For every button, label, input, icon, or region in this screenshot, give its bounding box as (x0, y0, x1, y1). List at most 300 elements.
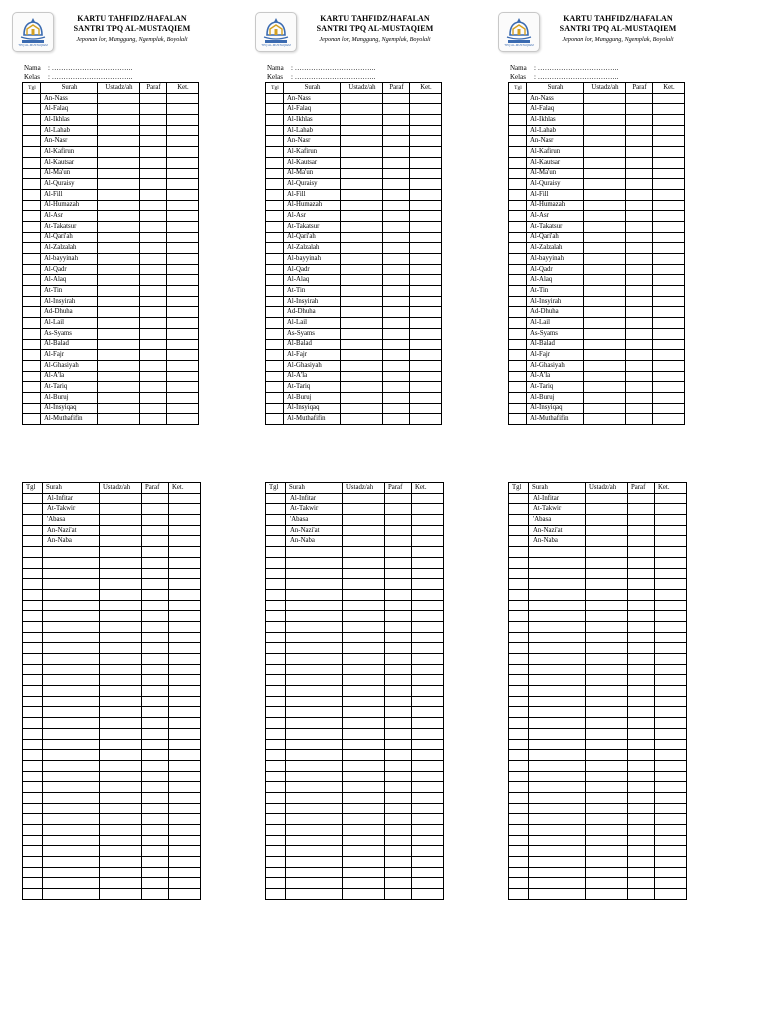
teacher-cell[interactable] (584, 189, 626, 200)
signature-cell[interactable] (140, 328, 167, 339)
teacher-cell[interactable] (586, 867, 628, 878)
note-cell[interactable] (655, 568, 687, 579)
date-cell[interactable] (266, 589, 286, 600)
note-cell[interactable] (410, 125, 442, 136)
note-cell[interactable] (412, 846, 444, 857)
signature-cell[interactable] (628, 493, 655, 504)
note-cell[interactable] (169, 857, 201, 868)
note-cell[interactable] (412, 814, 444, 825)
signature-cell[interactable] (385, 846, 412, 857)
date-cell[interactable] (23, 760, 43, 771)
note-cell[interactable] (169, 568, 201, 579)
teacher-cell[interactable] (98, 200, 140, 211)
surah-cell[interactable] (286, 846, 343, 857)
note-cell[interactable] (412, 643, 444, 654)
teacher-cell[interactable] (100, 782, 142, 793)
date-cell[interactable] (266, 168, 284, 179)
teacher-cell[interactable] (584, 286, 626, 297)
note-cell[interactable] (653, 243, 685, 254)
note-cell[interactable] (167, 211, 199, 222)
signature-cell[interactable] (628, 814, 655, 825)
teacher-cell[interactable] (584, 371, 626, 382)
surah-cell[interactable] (43, 579, 100, 590)
date-cell[interactable] (23, 211, 41, 222)
teacher-cell[interactable] (584, 147, 626, 158)
note-cell[interactable] (167, 232, 199, 243)
note-cell[interactable] (653, 168, 685, 179)
signature-cell[interactable] (385, 664, 412, 675)
note-cell[interactable] (655, 525, 687, 536)
teacher-cell[interactable] (100, 579, 142, 590)
signature-cell[interactable] (628, 846, 655, 857)
signature-cell[interactable] (626, 328, 653, 339)
teacher-cell[interactable] (100, 515, 142, 526)
signature-cell[interactable] (626, 179, 653, 190)
signature-cell[interactable] (626, 296, 653, 307)
note-cell[interactable] (169, 739, 201, 750)
signature-cell[interactable] (628, 643, 655, 654)
date-cell[interactable] (266, 835, 286, 846)
signature-cell[interactable] (385, 525, 412, 536)
date-cell[interactable] (23, 547, 43, 558)
note-cell[interactable] (653, 254, 685, 265)
date-cell[interactable] (23, 243, 41, 254)
signature-cell[interactable] (626, 264, 653, 275)
signature-cell[interactable] (628, 718, 655, 729)
note-cell[interactable] (167, 296, 199, 307)
note-cell[interactable] (655, 739, 687, 750)
note-cell[interactable] (412, 803, 444, 814)
note-cell[interactable] (412, 739, 444, 750)
note-cell[interactable] (655, 621, 687, 632)
teacher-cell[interactable] (586, 835, 628, 846)
date-cell[interactable] (509, 632, 529, 643)
surah-cell[interactable] (43, 835, 100, 846)
teacher-cell[interactable] (584, 125, 626, 136)
teacher-cell[interactable] (341, 147, 383, 158)
note-cell[interactable] (410, 414, 442, 425)
teacher-cell[interactable] (100, 760, 142, 771)
signature-cell[interactable] (385, 493, 412, 504)
signature-cell[interactable] (142, 739, 169, 750)
signature-cell[interactable] (628, 568, 655, 579)
note-cell[interactable] (410, 350, 442, 361)
date-cell[interactable] (23, 232, 41, 243)
signature-cell[interactable] (385, 814, 412, 825)
class-input[interactable]: : …………………………….. (291, 73, 376, 81)
teacher-cell[interactable] (584, 93, 626, 104)
signature-cell[interactable] (385, 782, 412, 793)
teacher-cell[interactable] (341, 307, 383, 318)
teacher-cell[interactable] (343, 835, 385, 846)
signature-cell[interactable] (385, 835, 412, 846)
date-cell[interactable] (266, 889, 286, 900)
teacher-cell[interactable] (100, 611, 142, 622)
teacher-cell[interactable] (584, 200, 626, 211)
teacher-cell[interactable] (100, 857, 142, 868)
date-cell[interactable] (266, 525, 286, 536)
note-cell[interactable] (412, 760, 444, 771)
date-cell[interactable] (23, 115, 41, 126)
signature-cell[interactable] (626, 104, 653, 115)
signature-cell[interactable] (140, 403, 167, 414)
date-cell[interactable] (23, 707, 43, 718)
surah-cell[interactable] (529, 589, 586, 600)
signature-cell[interactable] (142, 782, 169, 793)
note-cell[interactable] (410, 136, 442, 147)
date-cell[interactable] (23, 318, 41, 329)
teacher-cell[interactable] (98, 211, 140, 222)
note-cell[interactable] (169, 654, 201, 665)
teacher-cell[interactable] (586, 739, 628, 750)
teacher-cell[interactable] (586, 643, 628, 654)
surah-cell[interactable] (529, 739, 586, 750)
teacher-cell[interactable] (584, 136, 626, 147)
date-cell[interactable] (23, 686, 43, 697)
teacher-cell[interactable] (343, 739, 385, 750)
note-cell[interactable] (410, 296, 442, 307)
teacher-cell[interactable] (341, 286, 383, 297)
note-cell[interactable] (655, 825, 687, 836)
note-cell[interactable] (410, 232, 442, 243)
note-cell[interactable] (169, 718, 201, 729)
note-cell[interactable] (655, 579, 687, 590)
surah-cell[interactable] (529, 867, 586, 878)
teacher-cell[interactable] (98, 93, 140, 104)
surah-cell[interactable] (43, 568, 100, 579)
signature-cell[interactable] (142, 750, 169, 761)
surah-cell[interactable] (286, 825, 343, 836)
date-cell[interactable] (266, 318, 284, 329)
surah-cell[interactable] (43, 589, 100, 600)
date-cell[interactable] (266, 632, 286, 643)
class-input[interactable]: : …………………………….. (48, 73, 133, 81)
signature-cell[interactable] (140, 254, 167, 265)
date-cell[interactable] (23, 739, 43, 750)
surah-cell[interactable] (286, 589, 343, 600)
note-cell[interactable] (167, 328, 199, 339)
note-cell[interactable] (653, 328, 685, 339)
date-cell[interactable] (509, 643, 529, 654)
signature-cell[interactable] (142, 857, 169, 868)
date-cell[interactable] (23, 339, 41, 350)
teacher-cell[interactable] (343, 664, 385, 675)
teacher-cell[interactable] (343, 547, 385, 558)
signature-cell[interactable] (385, 760, 412, 771)
signature-cell[interactable] (626, 392, 653, 403)
note-cell[interactable] (410, 179, 442, 190)
date-cell[interactable] (509, 611, 529, 622)
teacher-cell[interactable] (100, 621, 142, 632)
teacher-cell[interactable] (341, 414, 383, 425)
date-cell[interactable] (23, 515, 43, 526)
note-cell[interactable] (167, 93, 199, 104)
teacher-cell[interactable] (341, 275, 383, 286)
note-cell[interactable] (167, 136, 199, 147)
teacher-cell[interactable] (100, 493, 142, 504)
teacher-cell[interactable] (341, 243, 383, 254)
date-cell[interactable] (266, 504, 286, 515)
teacher-cell[interactable] (341, 125, 383, 136)
note-cell[interactable] (653, 221, 685, 232)
note-cell[interactable] (410, 328, 442, 339)
note-cell[interactable] (655, 867, 687, 878)
signature-cell[interactable] (626, 318, 653, 329)
teacher-cell[interactable] (100, 547, 142, 558)
signature-cell[interactable] (140, 318, 167, 329)
surah-cell[interactable] (43, 750, 100, 761)
teacher-cell[interactable] (341, 339, 383, 350)
signature-cell[interactable] (626, 221, 653, 232)
surah-cell[interactable] (286, 643, 343, 654)
signature-cell[interactable] (383, 189, 410, 200)
signature-cell[interactable] (142, 814, 169, 825)
teacher-cell[interactable] (343, 654, 385, 665)
note-cell[interactable] (653, 382, 685, 393)
date-cell[interactable] (23, 382, 41, 393)
teacher-cell[interactable] (584, 307, 626, 318)
signature-cell[interactable] (142, 493, 169, 504)
surah-cell[interactable] (43, 654, 100, 665)
date-cell[interactable] (509, 414, 527, 425)
signature-cell[interactable] (142, 536, 169, 547)
note-cell[interactable] (169, 579, 201, 590)
teacher-cell[interactable] (343, 589, 385, 600)
teacher-cell[interactable] (584, 211, 626, 222)
date-cell[interactable] (509, 515, 529, 526)
teacher-cell[interactable] (341, 136, 383, 147)
teacher-cell[interactable] (343, 568, 385, 579)
signature-cell[interactable] (383, 200, 410, 211)
note-cell[interactable] (410, 371, 442, 382)
surah-cell[interactable] (529, 568, 586, 579)
date-cell[interactable] (509, 200, 527, 211)
date-cell[interactable] (266, 125, 284, 136)
note-cell[interactable] (412, 707, 444, 718)
surah-cell[interactable] (529, 579, 586, 590)
signature-cell[interactable] (142, 771, 169, 782)
teacher-cell[interactable] (100, 600, 142, 611)
teacher-cell[interactable] (343, 825, 385, 836)
note-cell[interactable] (410, 189, 442, 200)
signature-cell[interactable] (142, 686, 169, 697)
date-cell[interactable] (23, 350, 41, 361)
date-cell[interactable] (509, 232, 527, 243)
signature-cell[interactable] (626, 147, 653, 158)
surah-cell[interactable] (43, 792, 100, 803)
date-cell[interactable] (23, 328, 41, 339)
date-cell[interactable] (509, 792, 529, 803)
signature-cell[interactable] (385, 771, 412, 782)
teacher-cell[interactable] (586, 825, 628, 836)
teacher-cell[interactable] (584, 318, 626, 329)
note-cell[interactable] (410, 115, 442, 126)
note-cell[interactable] (653, 157, 685, 168)
signature-cell[interactable] (140, 93, 167, 104)
signature-cell[interactable] (626, 115, 653, 126)
note-cell[interactable] (169, 557, 201, 568)
teacher-cell[interactable] (98, 307, 140, 318)
note-cell[interactable] (410, 157, 442, 168)
date-cell[interactable] (23, 835, 43, 846)
note-cell[interactable] (169, 814, 201, 825)
date-cell[interactable] (266, 382, 284, 393)
signature-cell[interactable] (385, 825, 412, 836)
date-cell[interactable] (266, 557, 286, 568)
note-cell[interactable] (653, 115, 685, 126)
note-cell[interactable] (412, 889, 444, 900)
date-cell[interactable] (509, 760, 529, 771)
note-cell[interactable] (410, 168, 442, 179)
teacher-cell[interactable] (584, 392, 626, 403)
note-cell[interactable] (655, 536, 687, 547)
date-cell[interactable] (266, 675, 286, 686)
signature-cell[interactable] (628, 696, 655, 707)
teacher-cell[interactable] (100, 728, 142, 739)
date-cell[interactable] (509, 493, 529, 504)
teacher-cell[interactable] (586, 846, 628, 857)
note-cell[interactable] (169, 707, 201, 718)
signature-cell[interactable] (383, 307, 410, 318)
note-cell[interactable] (412, 792, 444, 803)
teacher-cell[interactable] (341, 403, 383, 414)
teacher-cell[interactable] (341, 360, 383, 371)
teacher-cell[interactable] (98, 189, 140, 200)
surah-cell[interactable] (286, 611, 343, 622)
date-cell[interactable] (23, 307, 41, 318)
note-cell[interactable] (653, 125, 685, 136)
teacher-cell[interactable] (586, 611, 628, 622)
note-cell[interactable] (412, 621, 444, 632)
date-cell[interactable] (266, 867, 286, 878)
teacher-cell[interactable] (341, 179, 383, 190)
signature-cell[interactable] (142, 728, 169, 739)
surah-cell[interactable] (529, 654, 586, 665)
note-cell[interactable] (169, 846, 201, 857)
teacher-cell[interactable] (100, 750, 142, 761)
note-cell[interactable] (655, 718, 687, 729)
note-cell[interactable] (410, 307, 442, 318)
date-cell[interactable] (23, 136, 41, 147)
signature-cell[interactable] (626, 168, 653, 179)
date-cell[interactable] (266, 696, 286, 707)
teacher-cell[interactable] (343, 579, 385, 590)
signature-cell[interactable] (142, 654, 169, 665)
date-cell[interactable] (266, 654, 286, 665)
signature-cell[interactable] (383, 296, 410, 307)
surah-cell[interactable] (43, 547, 100, 558)
note-cell[interactable] (412, 750, 444, 761)
signature-cell[interactable] (385, 718, 412, 729)
note-cell[interactable] (167, 157, 199, 168)
date-cell[interactable] (266, 350, 284, 361)
signature-cell[interactable] (142, 760, 169, 771)
signature-cell[interactable] (140, 200, 167, 211)
teacher-cell[interactable] (341, 371, 383, 382)
signature-cell[interactable] (142, 889, 169, 900)
note-cell[interactable] (167, 179, 199, 190)
signature-cell[interactable] (628, 686, 655, 697)
signature-cell[interactable] (628, 707, 655, 718)
date-cell[interactable] (266, 371, 284, 382)
signature-cell[interactable] (140, 221, 167, 232)
signature-cell[interactable] (142, 664, 169, 675)
date-cell[interactable] (266, 515, 286, 526)
date-cell[interactable] (509, 221, 527, 232)
signature-cell[interactable] (142, 600, 169, 611)
teacher-cell[interactable] (586, 632, 628, 643)
date-cell[interactable] (23, 371, 41, 382)
class-input[interactable]: : …………………………….. (534, 73, 619, 81)
note-cell[interactable] (412, 493, 444, 504)
date-cell[interactable] (23, 750, 43, 761)
note-cell[interactable] (167, 339, 199, 350)
signature-cell[interactable] (385, 889, 412, 900)
teacher-cell[interactable] (98, 168, 140, 179)
note-cell[interactable] (410, 264, 442, 275)
signature-cell[interactable] (142, 504, 169, 515)
note-cell[interactable] (412, 686, 444, 697)
note-cell[interactable] (167, 371, 199, 382)
date-cell[interactable] (23, 792, 43, 803)
surah-cell[interactable] (43, 867, 100, 878)
surah-cell[interactable] (529, 547, 586, 558)
signature-cell[interactable] (628, 867, 655, 878)
date-cell[interactable] (509, 525, 529, 536)
date-cell[interactable] (509, 318, 527, 329)
surah-cell[interactable] (286, 675, 343, 686)
date-cell[interactable] (266, 600, 286, 611)
date-cell[interactable] (266, 579, 286, 590)
note-cell[interactable] (655, 654, 687, 665)
date-cell[interactable] (23, 179, 41, 190)
note-cell[interactable] (655, 750, 687, 761)
teacher-cell[interactable] (98, 296, 140, 307)
date-cell[interactable] (23, 867, 43, 878)
signature-cell[interactable] (628, 632, 655, 643)
surah-cell[interactable] (43, 771, 100, 782)
date-cell[interactable] (509, 547, 529, 558)
teacher-cell[interactable] (343, 771, 385, 782)
date-cell[interactable] (23, 600, 43, 611)
teacher-cell[interactable] (98, 264, 140, 275)
signature-cell[interactable] (142, 547, 169, 558)
date-cell[interactable] (509, 382, 527, 393)
date-cell[interactable] (509, 360, 527, 371)
teacher-cell[interactable] (98, 179, 140, 190)
signature-cell[interactable] (140, 147, 167, 158)
date-cell[interactable] (266, 360, 284, 371)
note-cell[interactable] (410, 403, 442, 414)
date-cell[interactable] (266, 157, 284, 168)
signature-cell[interactable] (140, 157, 167, 168)
signature-cell[interactable] (628, 525, 655, 536)
teacher-cell[interactable] (98, 403, 140, 414)
date-cell[interactable] (509, 93, 527, 104)
surah-cell[interactable] (529, 643, 586, 654)
signature-cell[interactable] (383, 275, 410, 286)
date-cell[interactable] (266, 414, 284, 425)
signature-cell[interactable] (383, 104, 410, 115)
signature-cell[interactable] (628, 792, 655, 803)
surah-cell[interactable] (286, 739, 343, 750)
teacher-cell[interactable] (586, 803, 628, 814)
date-cell[interactable] (23, 803, 43, 814)
teacher-cell[interactable] (341, 221, 383, 232)
note-cell[interactable] (169, 878, 201, 889)
note-cell[interactable] (412, 654, 444, 665)
surah-cell[interactable] (529, 792, 586, 803)
